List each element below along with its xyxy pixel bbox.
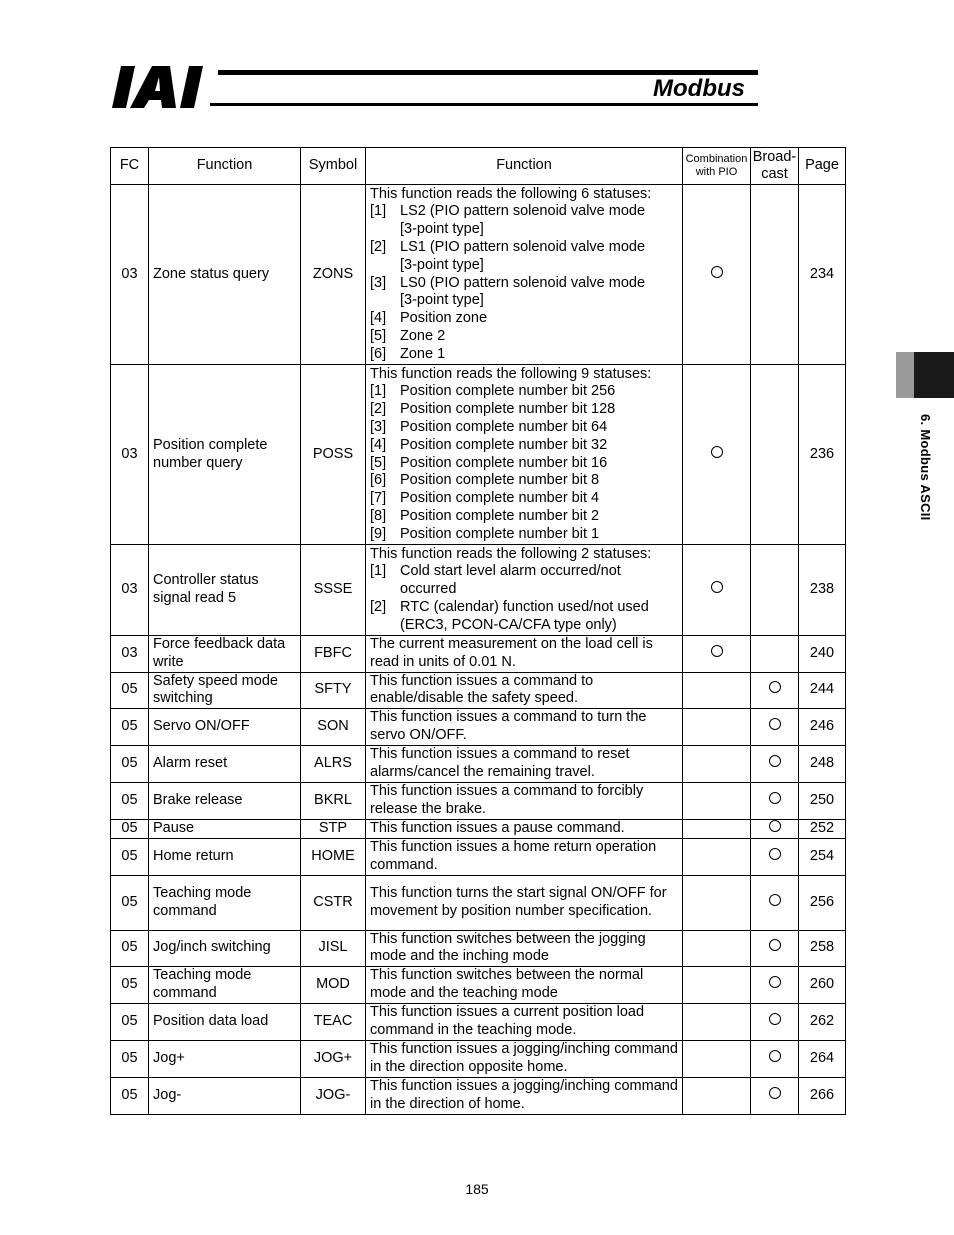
symbol-cell: FBFC	[301, 636, 366, 673]
list-item-text: Zone 2	[400, 327, 446, 344]
fc-cell: 03	[111, 185, 149, 365]
pio-cell	[683, 875, 751, 930]
broadcast-cell	[751, 1003, 799, 1040]
list-item-text: LS1 (PIO pattern solenoid valve mode	[400, 238, 646, 255]
table-row	[111, 545, 846, 636]
broadcast-cell	[751, 930, 799, 967]
function-name-cell: Position complete number query	[149, 365, 301, 545]
desc-intro: This function reads the following 9 statuses:	[370, 365, 652, 382]
page-cell: 256	[799, 875, 846, 930]
list-item-number: [3]	[370, 418, 387, 435]
circle-mark-icon	[769, 681, 781, 693]
broadcast-cell	[751, 838, 799, 875]
symbol-cell: STP	[301, 820, 366, 839]
function-desc-cell: This function issues a command to enable/disable the safety speed.	[366, 672, 683, 709]
pio-cell	[683, 545, 751, 636]
page-cell: 258	[799, 930, 846, 967]
broadcast-cell	[751, 1077, 799, 1114]
table-row	[111, 709, 846, 746]
fc-cell: 03	[111, 636, 149, 673]
list-item-number: [1]	[370, 563, 387, 580]
function-name-cell: Brake release	[149, 783, 301, 820]
chapter-tab	[896, 352, 954, 398]
function-name-cell: Position data load	[149, 1003, 301, 1040]
fc-cell: 05	[111, 838, 149, 875]
page-cell: 250	[799, 783, 846, 820]
table-row	[111, 875, 846, 930]
function-desc-cell: This function issues a jogging/inching command in the direction of home.	[366, 1077, 683, 1114]
list-item-number: [1]	[370, 383, 387, 400]
fc-cell: 03	[111, 545, 149, 636]
page-cell: 248	[799, 746, 846, 783]
header-underline	[210, 103, 758, 106]
page-number: 185	[465, 1181, 489, 1197]
desc-intro: This function reads the following 6 statuses:	[370, 185, 652, 202]
circle-mark-icon	[769, 848, 781, 860]
function-desc-cell: This function issues a jogging/inching command in the direction opposite home.	[366, 1040, 683, 1077]
pio-cell	[683, 365, 751, 545]
page-cell: 240	[799, 636, 846, 673]
fc-cell: 05	[111, 746, 149, 783]
symbol-cell: TEAC	[301, 1003, 366, 1040]
function-desc-cell: This function issues a command to forcibly release the brake.	[366, 783, 683, 820]
function-desc-cell: This function issues a pause command.	[366, 820, 683, 839]
list-item	[370, 490, 678, 508]
broadcast-cell	[751, 709, 799, 746]
list-item-continuation: [3-point type]	[400, 221, 484, 238]
symbol-cell: SFTY	[301, 672, 366, 709]
table-row	[111, 746, 846, 783]
page-cell: 264	[799, 1040, 846, 1077]
circle-mark-icon	[769, 1087, 781, 1099]
list-item-number: [9]	[370, 525, 387, 542]
symbol-cell: CSTR	[301, 875, 366, 930]
function-name-cell: Controller status signal read 5	[149, 545, 301, 636]
circle-mark-icon	[769, 1050, 781, 1062]
function-desc-cell: This function issues a command to reset alarms/cancel the remaining travel.	[366, 746, 683, 783]
list-item	[370, 508, 678, 526]
circle-mark-icon	[769, 820, 781, 832]
col-header-pio: Combination with PIO	[683, 148, 751, 185]
list-item	[370, 401, 678, 419]
table-row	[111, 930, 846, 967]
circle-mark-icon	[769, 976, 781, 988]
function-table	[110, 147, 846, 1115]
broadcast-cell	[751, 1040, 799, 1077]
list-item-text: Position complete number bit 256	[400, 383, 616, 400]
circle-mark-icon	[769, 755, 781, 767]
fc-cell: 05	[111, 783, 149, 820]
col-header-function-desc: Function	[366, 148, 683, 185]
symbol-cell: HOME	[301, 838, 366, 875]
list-item-text: Position zone	[400, 310, 488, 327]
symbol-cell: POSS	[301, 365, 366, 545]
list-item-text: Position complete number bit 64	[400, 418, 608, 435]
symbol-cell: SSSE	[301, 545, 366, 636]
page-cell: 244	[799, 672, 846, 709]
table-row	[111, 365, 846, 545]
list-item-text: Position complete number bit 4	[400, 490, 600, 507]
circle-mark-icon	[711, 645, 723, 657]
chapter-tab-label: 6. Modbus ASCII	[918, 414, 933, 521]
fc-cell: 05	[111, 930, 149, 967]
list-item-number: [3]	[370, 274, 387, 291]
table-row	[111, 185, 846, 365]
section-title: Modbus	[653, 75, 745, 102]
fc-cell: 05	[111, 1077, 149, 1114]
circle-mark-icon	[769, 894, 781, 906]
function-name-cell: Pause	[149, 820, 301, 839]
function-name-cell: Jog/inch switching	[149, 930, 301, 967]
function-name-cell: Alarm reset	[149, 746, 301, 783]
function-desc-cell	[366, 185, 683, 365]
fc-cell: 05	[111, 967, 149, 1004]
pio-cell	[683, 820, 751, 839]
table-row	[111, 636, 846, 673]
list-item	[370, 203, 678, 221]
fc-cell: 05	[111, 1040, 149, 1077]
broadcast-cell	[751, 783, 799, 820]
list-item	[370, 346, 678, 364]
fc-cell: 05	[111, 875, 149, 930]
symbol-cell: ALRS	[301, 746, 366, 783]
list-item-number: [7]	[370, 490, 387, 507]
function-desc-cell: The current measurement on the load cell is read in units of 0.01 N.	[366, 636, 683, 673]
list-item-number: [6]	[370, 472, 387, 489]
list-item	[370, 383, 678, 401]
list-item-number: [2]	[370, 598, 387, 615]
function-name-cell: Jog-	[149, 1077, 301, 1114]
list-item	[370, 472, 678, 490]
list-item-text: LS0 (PIO pattern solenoid valve mode	[400, 274, 646, 291]
list-item-text: Zone 1	[400, 345, 446, 362]
pio-cell	[683, 838, 751, 875]
broadcast-cell	[751, 875, 799, 930]
list-item	[370, 275, 678, 293]
broadcast-cell	[751, 365, 799, 545]
page-cell: 252	[799, 820, 846, 839]
list-item-number: [4]	[370, 310, 387, 327]
circle-mark-icon	[769, 718, 781, 730]
iai-logo	[112, 66, 212, 108]
symbol-cell: SON	[301, 709, 366, 746]
fc-cell: 03	[111, 365, 149, 545]
function-name-cell: Safety speed mode switching	[149, 672, 301, 709]
list-item-continuation: [3-point type]	[400, 256, 484, 273]
table-header-row	[111, 148, 846, 185]
list-item	[370, 455, 678, 473]
function-name-cell: Teaching mode command	[149, 875, 301, 930]
page-cell: 236	[799, 365, 846, 545]
list-item-text: Position complete number bit 1	[400, 525, 600, 542]
desc-intro: This function reads the following 2 statuses:	[370, 545, 652, 562]
pio-cell	[683, 783, 751, 820]
pio-cell	[683, 967, 751, 1004]
table-row	[111, 967, 846, 1004]
pio-cell	[683, 1077, 751, 1114]
list-item-number: [8]	[370, 507, 387, 524]
symbol-cell: BKRL	[301, 783, 366, 820]
fc-cell: 05	[111, 1003, 149, 1040]
list-item-number: [5]	[370, 454, 387, 471]
list-item	[370, 599, 678, 617]
broadcast-cell	[751, 185, 799, 365]
circle-mark-icon	[769, 1013, 781, 1025]
function-desc-cell: This function issues a current position load command in the teaching mode.	[366, 1003, 683, 1040]
list-item-number: [5]	[370, 327, 387, 344]
page-cell: 234	[799, 185, 846, 365]
list-item	[370, 328, 678, 346]
list-item-text: LS2 (PIO pattern solenoid valve mode	[400, 203, 646, 220]
table-row	[111, 1040, 846, 1077]
list-item	[370, 419, 678, 437]
list-item-number: [4]	[370, 436, 387, 453]
table-row	[111, 1003, 846, 1040]
circle-mark-icon	[769, 792, 781, 804]
function-desc-cell: This function switches between the normal mode and the teaching mode	[366, 967, 683, 1004]
function-name-cell: Force feedback data write	[149, 636, 301, 673]
circle-mark-icon	[769, 939, 781, 951]
list-item-number: [1]	[370, 203, 387, 220]
page-cell: 260	[799, 967, 846, 1004]
pio-cell	[683, 709, 751, 746]
table-row	[111, 838, 846, 875]
list-item-text: Position complete number bit 8	[400, 472, 600, 489]
list-item-text: Cold start level alarm occurred/not	[400, 563, 621, 580]
list-item-number: [2]	[370, 401, 387, 418]
col-header-function-name: Function	[149, 148, 301, 185]
list-item-continuation: occurred	[400, 581, 457, 598]
list-item	[370, 239, 678, 257]
circle-mark-icon	[711, 266, 723, 278]
broadcast-cell	[751, 746, 799, 783]
function-name-cell: Zone status query	[149, 185, 301, 365]
broadcast-cell	[751, 672, 799, 709]
page-cell: 266	[799, 1077, 846, 1114]
page-cell: 246	[799, 709, 846, 746]
pio-cell	[683, 185, 751, 365]
symbol-cell: JISL	[301, 930, 366, 967]
function-name-cell: Teaching mode command	[149, 967, 301, 1004]
function-desc-cell: This function issues a command to turn the servo ON/OFF.	[366, 709, 683, 746]
page-cell: 262	[799, 1003, 846, 1040]
page-cell: 254	[799, 838, 846, 875]
list-item-continuation: (ERC3, PCON-CA/CFA type only)	[400, 616, 617, 633]
function-name-cell: Jog+	[149, 1040, 301, 1077]
list-item-text: RTC (calendar) function used/not used	[400, 598, 649, 615]
list-item-text: Position complete number bit 32	[400, 436, 608, 453]
col-header-page: Page	[799, 148, 846, 185]
table-row	[111, 672, 846, 709]
broadcast-cell	[751, 967, 799, 1004]
list-item-number: [6]	[370, 345, 387, 362]
col-header-symbol: Symbol	[301, 148, 366, 185]
function-desc-cell: This function switches between the jogging mode and the inching mode	[366, 930, 683, 967]
function-desc-cell: This function turns the start signal ON/OFF for movement by position number specification.	[366, 875, 683, 930]
broadcast-cell	[751, 636, 799, 673]
function-name-cell: Home return	[149, 838, 301, 875]
list-item	[370, 437, 678, 455]
pio-cell	[683, 672, 751, 709]
circle-mark-icon	[711, 446, 723, 458]
circle-mark-icon	[711, 581, 723, 593]
symbol-cell: JOG-	[301, 1077, 366, 1114]
table-row	[111, 783, 846, 820]
pio-cell	[683, 746, 751, 783]
page-cell: 238	[799, 545, 846, 636]
symbol-cell: ZONS	[301, 185, 366, 365]
pio-cell	[683, 636, 751, 673]
list-item-text: Position complete number bit 2	[400, 507, 600, 524]
table-row	[111, 1077, 846, 1114]
symbol-cell: JOG+	[301, 1040, 366, 1077]
list-item-text: Position complete number bit 128	[400, 401, 616, 418]
function-desc-cell	[366, 365, 683, 545]
function-name-cell: Servo ON/OFF	[149, 709, 301, 746]
broadcast-cell	[751, 545, 799, 636]
list-item	[370, 526, 678, 544]
list-item-number: [2]	[370, 238, 387, 255]
broadcast-cell	[751, 820, 799, 839]
list-item-continuation: [3-point type]	[400, 292, 484, 309]
function-desc-cell	[366, 545, 683, 636]
list-item	[370, 563, 678, 581]
symbol-cell: MOD	[301, 967, 366, 1004]
fc-cell: 05	[111, 672, 149, 709]
list-item	[370, 310, 678, 328]
col-header-fc: FC	[111, 148, 149, 185]
table-row	[111, 820, 846, 839]
pio-cell	[683, 930, 751, 967]
fc-cell: 05	[111, 709, 149, 746]
function-desc-cell: This function issues a home return operation command.	[366, 838, 683, 875]
pio-cell	[683, 1003, 751, 1040]
list-item-text: Position complete number bit 16	[400, 454, 608, 471]
pio-cell	[683, 1040, 751, 1077]
col-header-broadcast: Broad-cast	[751, 148, 799, 185]
fc-cell: 05	[111, 820, 149, 839]
